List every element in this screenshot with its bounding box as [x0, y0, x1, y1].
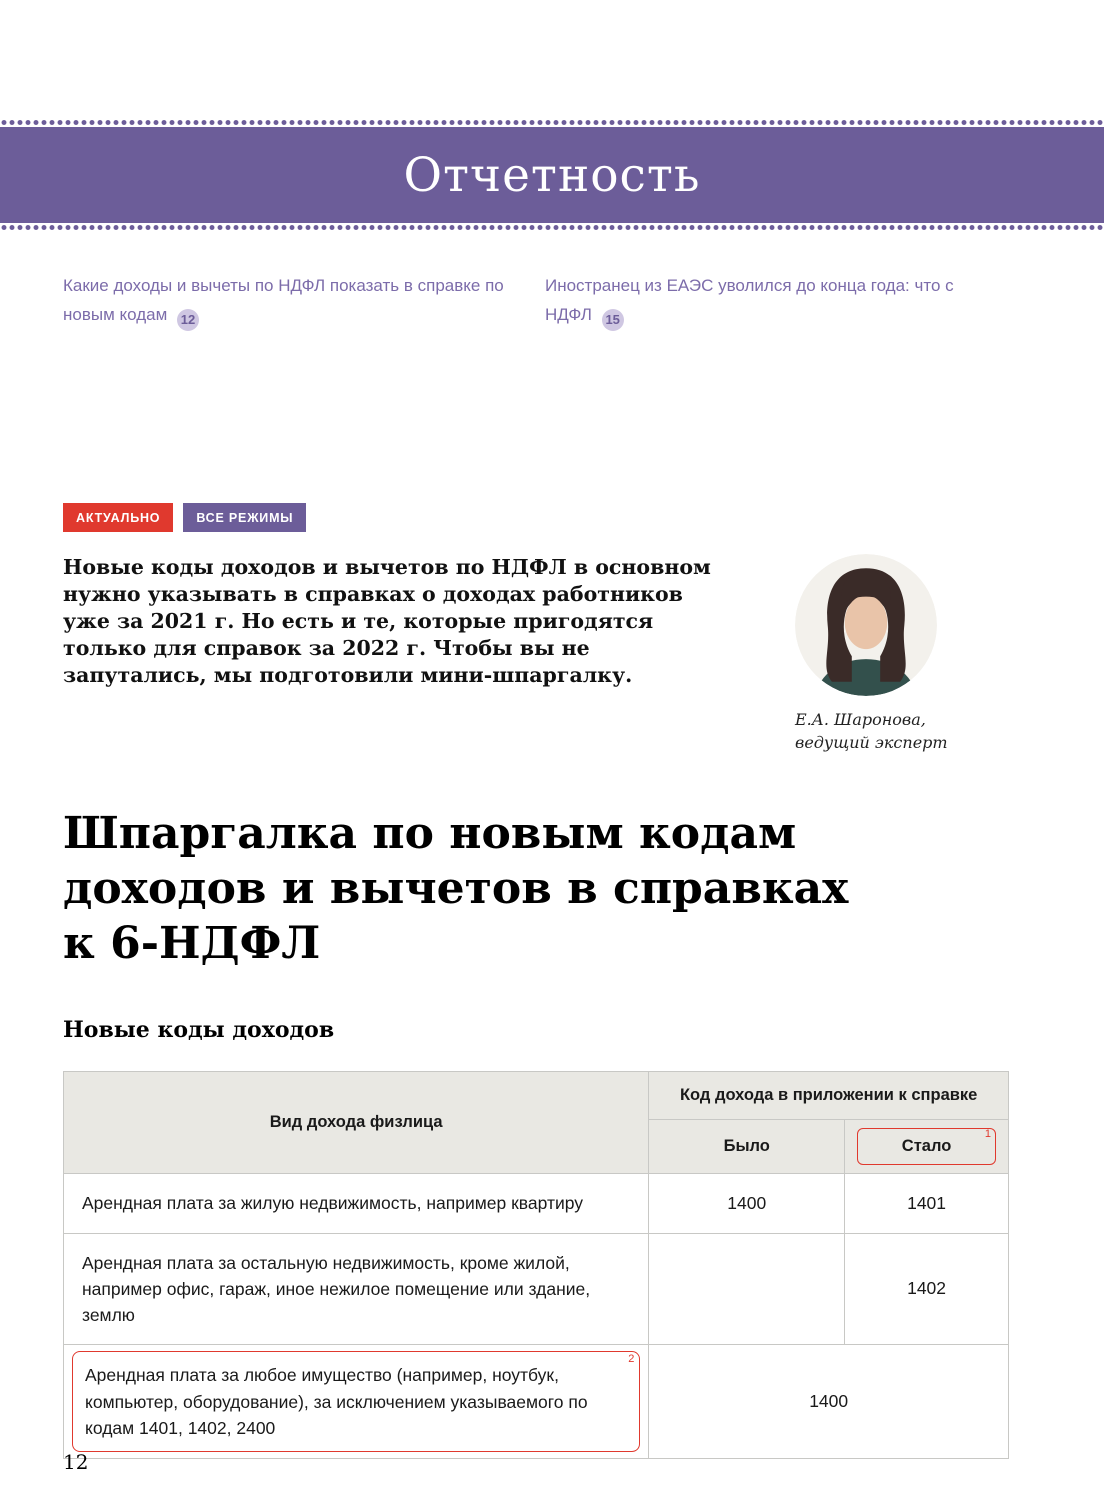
code-now-cell: 1402 — [845, 1233, 1009, 1345]
section-banner — [0, 118, 1104, 232]
badge-actual: АКТУАЛЬНО — [63, 503, 173, 532]
section-title: Отчетность — [403, 147, 701, 203]
article-title-line: к 6-НДФЛ — [63, 918, 321, 970]
now-highlight-box — [857, 1128, 996, 1165]
lead-row — [63, 554, 1041, 754]
author-role: ведущий эксперт — [795, 733, 948, 753]
col-header-now — [845, 1120, 1009, 1174]
col-header-now-label: Стало — [901, 1137, 952, 1156]
toc-page-badge[interactable]: 15 — [602, 309, 624, 331]
page-number: 12 — [63, 1450, 89, 1474]
author-block — [795, 554, 965, 754]
banner-background — [0, 127, 1104, 223]
footnote-marker-1: 1 — [984, 1128, 991, 1141]
article-lead: Новые коды доходов и вычетов по НДФЛ в основном нужно указывать в справках о доходах работников уже за 2021 г. Но есть и те, которые пригодятся только для справок за 2022 г. Чтобы вы не запутались, мы подготовили мини-шпаргалку. — [63, 554, 711, 687]
table-row — [64, 1345, 1009, 1459]
article-badges — [63, 503, 1041, 532]
article-title — [0, 806, 1104, 971]
toc-item-text: Какие доходы и вычеты по НДФЛ показать в справке по новым кодам — [63, 276, 504, 324]
code-was-cell: 1400 — [649, 1174, 845, 1233]
banner-dotted-edge-bottom — [0, 223, 1104, 232]
toc-item-new-codes[interactable] — [63, 272, 545, 331]
income-type-text: Арендная плата за любое имущество (например, ноутбук, компьютер, оборудование), за исключением указываемого по кодам 1401, 1402, 2400 — [85, 1365, 588, 1438]
col-header-was: Было — [649, 1120, 845, 1174]
section-subheading: Новые коды доходов — [63, 1017, 335, 1044]
footnote-marker-2: 2 — [628, 1353, 635, 1366]
article-head — [0, 503, 1104, 754]
income-type-cell: Арендная плата за остальную недвижимость, кроме жилой, например офис, гараж, иное нежилое помещение или здание, землю — [64, 1233, 649, 1345]
code-merged-cell: 1400 — [649, 1345, 1009, 1459]
toc-item-text: Иностранец из ЕАЭС уволился до конца года: что с НДФЛ — [545, 276, 954, 324]
code-now-cell: 1401 — [845, 1174, 1009, 1233]
col-header-code: Код дохода в приложении к справке — [649, 1072, 1009, 1120]
article-title-line: Шпаргалка по новым кодам — [63, 808, 797, 860]
toc-item-eaeu-foreigner[interactable] — [545, 272, 985, 331]
author-name: Е.А. Шаронова, — [795, 709, 926, 729]
table-row — [64, 1233, 1009, 1345]
toc — [0, 272, 1104, 331]
banner-dotted-edge-top — [0, 118, 1104, 127]
col-header-income-type: Вид дохода физлица — [64, 1072, 649, 1174]
row-highlight-box — [72, 1351, 640, 1452]
table-row — [64, 1174, 1009, 1233]
toc-page-badge[interactable]: 12 — [177, 309, 199, 331]
income-codes-table — [63, 1071, 1009, 1459]
article-title-line: доходов и вычетов в справках — [63, 863, 849, 915]
author-portrait-illustration — [795, 554, 937, 696]
income-type-cell: Арендная плата за жилую недвижимость, например квартиру — [64, 1174, 649, 1233]
badge-all-regimes: ВСЕ РЕЖИМЫ — [183, 503, 306, 532]
author-photo — [795, 554, 937, 696]
code-was-cell — [649, 1233, 845, 1345]
author-caption — [795, 708, 965, 754]
table-header-row — [64, 1072, 1009, 1120]
income-type-cell — [64, 1345, 649, 1459]
